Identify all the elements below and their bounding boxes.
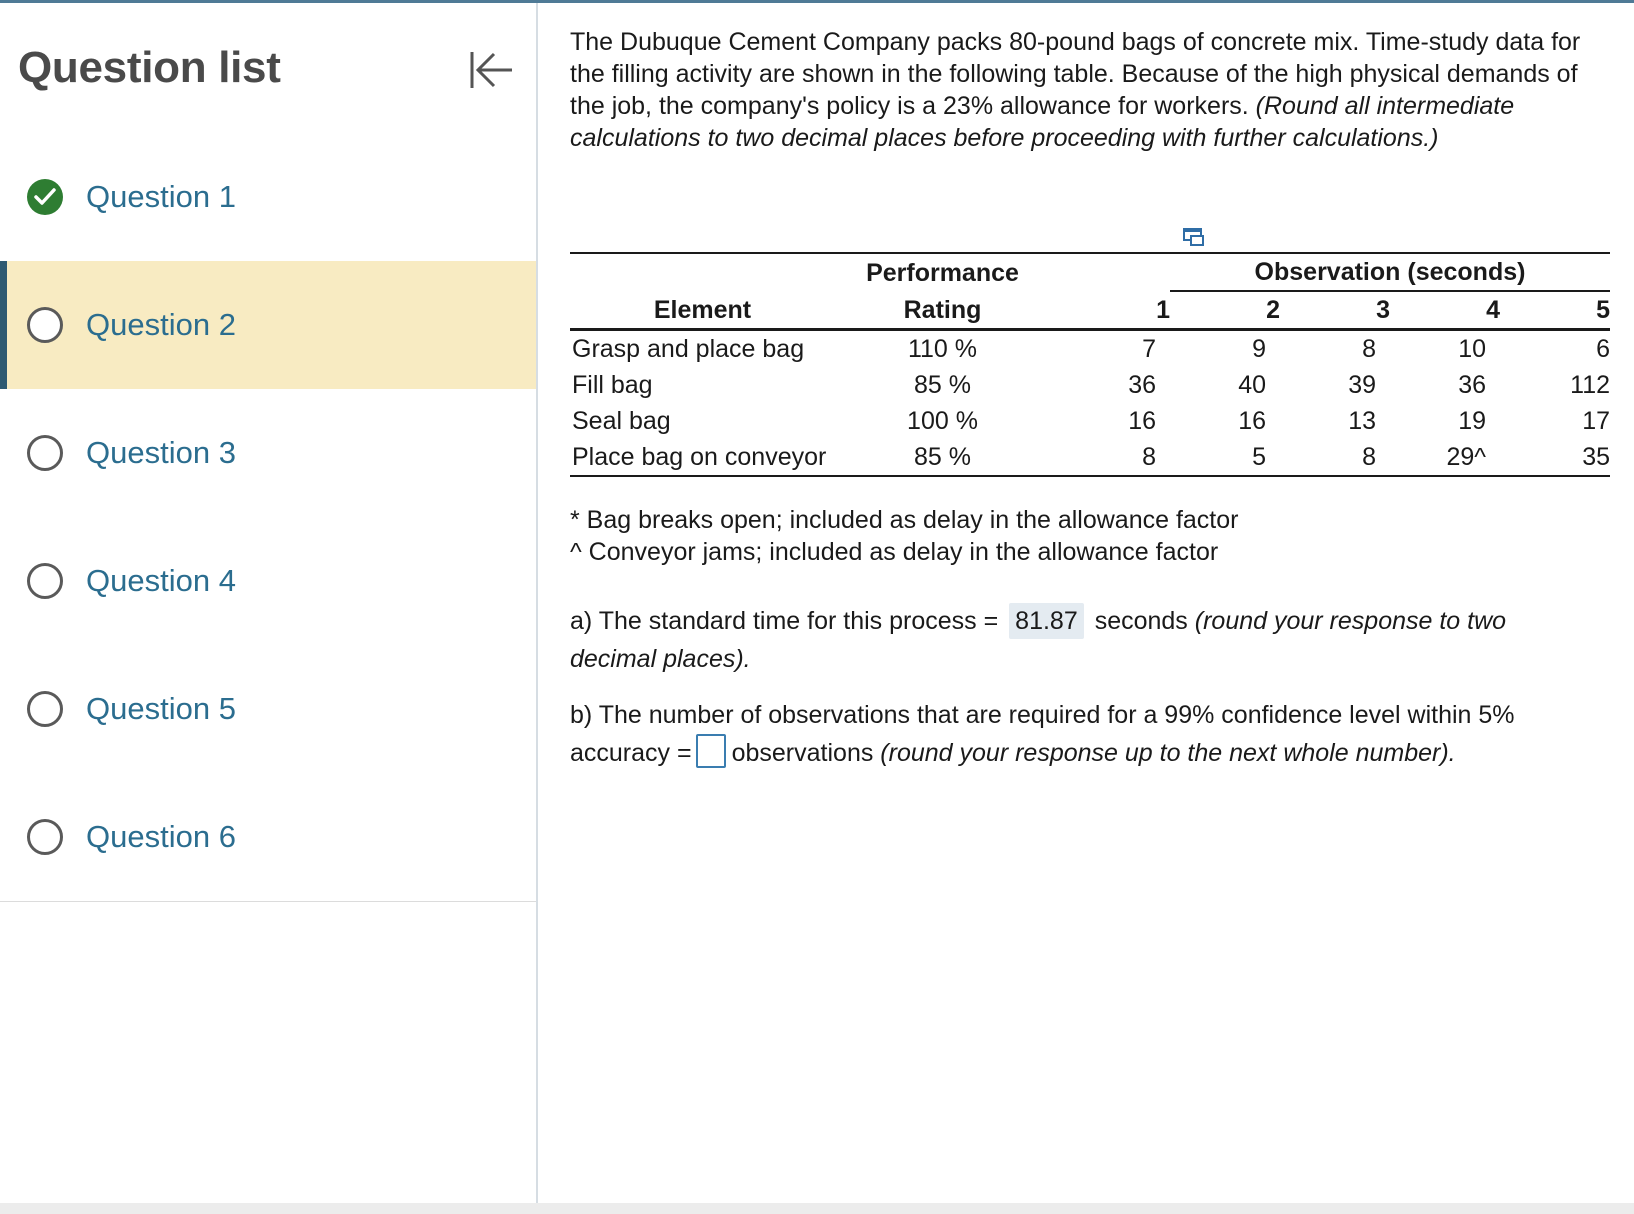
table-cell — [835, 330, 1050, 368]
part-b-note: (round your response up to the next whole number). — [880, 739, 1456, 767]
question-item-3[interactable] — [0, 389, 536, 517]
percent-sign: % — [955, 407, 978, 435]
question-label: Question 2 — [86, 307, 236, 342]
empty-circle-icon — [27, 563, 63, 599]
table-cell: 35 — [1500, 439, 1610, 476]
empty-circle-icon — [27, 435, 63, 471]
part-b-prefix-2: accuracy = — [570, 739, 692, 767]
table-header-cell: Element — [570, 291, 835, 330]
table-cell: 19 — [1458, 407, 1486, 435]
problem-intro: The Dubuque Cement Company packs 80-pound bags of concrete mix. Time-study data for the filling activity are shown in the following table. Because of the high physical demands of the job, the company's policy is a 23% allowance for workers. — [570, 28, 1581, 120]
table-header-spacer — [1050, 253, 1170, 291]
table-cell — [835, 439, 1050, 476]
part-a-note-end: decimal places). — [570, 645, 751, 673]
table-cell: 36 — [1128, 371, 1156, 399]
question-item-5[interactable] — [0, 645, 536, 773]
percent-sign: % — [948, 443, 971, 471]
table-cell: 9 — [1252, 335, 1266, 363]
question-label: Question 4 — [86, 563, 236, 598]
rating-value: 85 — [914, 371, 942, 399]
question-item-6[interactable] — [0, 773, 536, 901]
question-item-2[interactable] — [0, 261, 536, 389]
open-table-button[interactable] — [1182, 224, 1208, 246]
table-cell: 40 — [1238, 371, 1266, 399]
question-list-sidebar — [0, 3, 538, 1203]
rating-value: 110 — [907, 335, 948, 363]
table-header-row — [570, 253, 1610, 291]
table-header-cell: 3 — [1280, 291, 1390, 330]
part-b-prefix: b) The number of observations that are required for a 99% confidence level within 5% — [570, 701, 1515, 729]
question-label: Question 3 — [86, 435, 236, 470]
question-label: Question 1 — [86, 179, 236, 214]
table-header-cell: Performance — [835, 253, 1050, 291]
part-a-suffix: seconds — [1094, 607, 1188, 635]
part-a-prefix: a) The standard time for this process = — [570, 607, 999, 635]
percent-sign: % — [948, 371, 971, 399]
table-cell: 8 — [1280, 439, 1390, 476]
part-a-answer-field[interactable]: 81.87 — [1009, 603, 1084, 639]
collapse-sidebar-button[interactable] — [466, 45, 516, 95]
table-cell: 16 — [1238, 407, 1266, 435]
table-header-cell — [570, 253, 835, 291]
table-header-cell: 1 — [1050, 291, 1170, 330]
table-header-cell: 4 — [1390, 291, 1500, 330]
time-study-table — [570, 252, 1610, 477]
sidebar-divider — [0, 901, 536, 902]
table-cell — [835, 367, 1050, 403]
sidebar-title: Question list — [18, 43, 281, 92]
table-cell: 10 — [1458, 335, 1486, 363]
table-header-cell: Rating — [835, 291, 1050, 330]
table-cell: Fill bag — [572, 371, 653, 399]
question-label: Question 6 — [86, 819, 236, 854]
table-cell: 13 — [1348, 407, 1376, 435]
table-header-cell: 5 — [1500, 291, 1610, 330]
table-cell: 8 — [1050, 439, 1170, 476]
question-list — [0, 133, 536, 901]
table-footnotes — [570, 504, 1238, 568]
empty-circle-icon — [27, 819, 63, 855]
table-header-cell: Observation (seconds) — [1170, 253, 1610, 291]
problem-rounding-note: (Round all intermediate calculations to two decimal places before proceeding with further calculations.) — [570, 92, 1515, 152]
table-cell: 112 — [1570, 371, 1610, 399]
part-a-note: (round your response to two — [1194, 607, 1507, 635]
rating-value: 85 — [914, 443, 942, 471]
question-label: Question 5 — [86, 691, 236, 726]
observations-input[interactable] — [696, 734, 726, 768]
collapse-left-icon — [466, 45, 516, 95]
table-cell: Seal bag — [572, 407, 671, 435]
problem-statement — [570, 26, 1610, 154]
table-window-icon — [1182, 226, 1208, 248]
question-item-1[interactable] — [0, 133, 536, 261]
checkmark-icon — [27, 179, 63, 215]
table-cell: 36 — [1458, 371, 1486, 399]
table-cell — [835, 403, 1050, 439]
footnote-bag-breaks: * Bag breaks open; included as delay in the allowance factor — [570, 506, 1239, 534]
table-cell: 16 — [1128, 407, 1156, 435]
table-cell: 7 — [1142, 335, 1156, 363]
part-a — [570, 602, 1580, 678]
table-row — [570, 439, 1610, 476]
table-cell: 5 — [1170, 439, 1280, 476]
empty-circle-icon — [27, 307, 63, 343]
question-content — [570, 26, 1610, 767]
table-row — [570, 367, 1610, 403]
part-b-suffix: observations — [731, 739, 874, 767]
part-b — [570, 696, 1580, 772]
table-row — [570, 330, 1610, 368]
table-cell: 6 — [1596, 335, 1610, 363]
percent-sign: % — [954, 335, 978, 363]
empty-circle-icon — [27, 691, 63, 727]
question-item-4[interactable] — [0, 517, 536, 645]
table-header-row — [570, 291, 1610, 330]
table-cell: 39 — [1348, 371, 1376, 399]
rating-value: 100 — [907, 407, 949, 435]
table-cell: Grasp and place bag — [572, 335, 805, 363]
table-row — [570, 403, 1610, 439]
bottom-scroll-bar — [0, 1203, 1634, 1214]
footnote-conveyor-jams: ^ Conveyor jams; included as delay in the allowance factor — [570, 538, 1219, 566]
table-cell: 17 — [1582, 407, 1610, 435]
table-cell: Place bag on conveyor — [570, 439, 835, 476]
table-cell: 8 — [1362, 335, 1376, 363]
table-cell: 29^ — [1390, 439, 1500, 476]
table-header-cell: 2 — [1170, 291, 1280, 330]
